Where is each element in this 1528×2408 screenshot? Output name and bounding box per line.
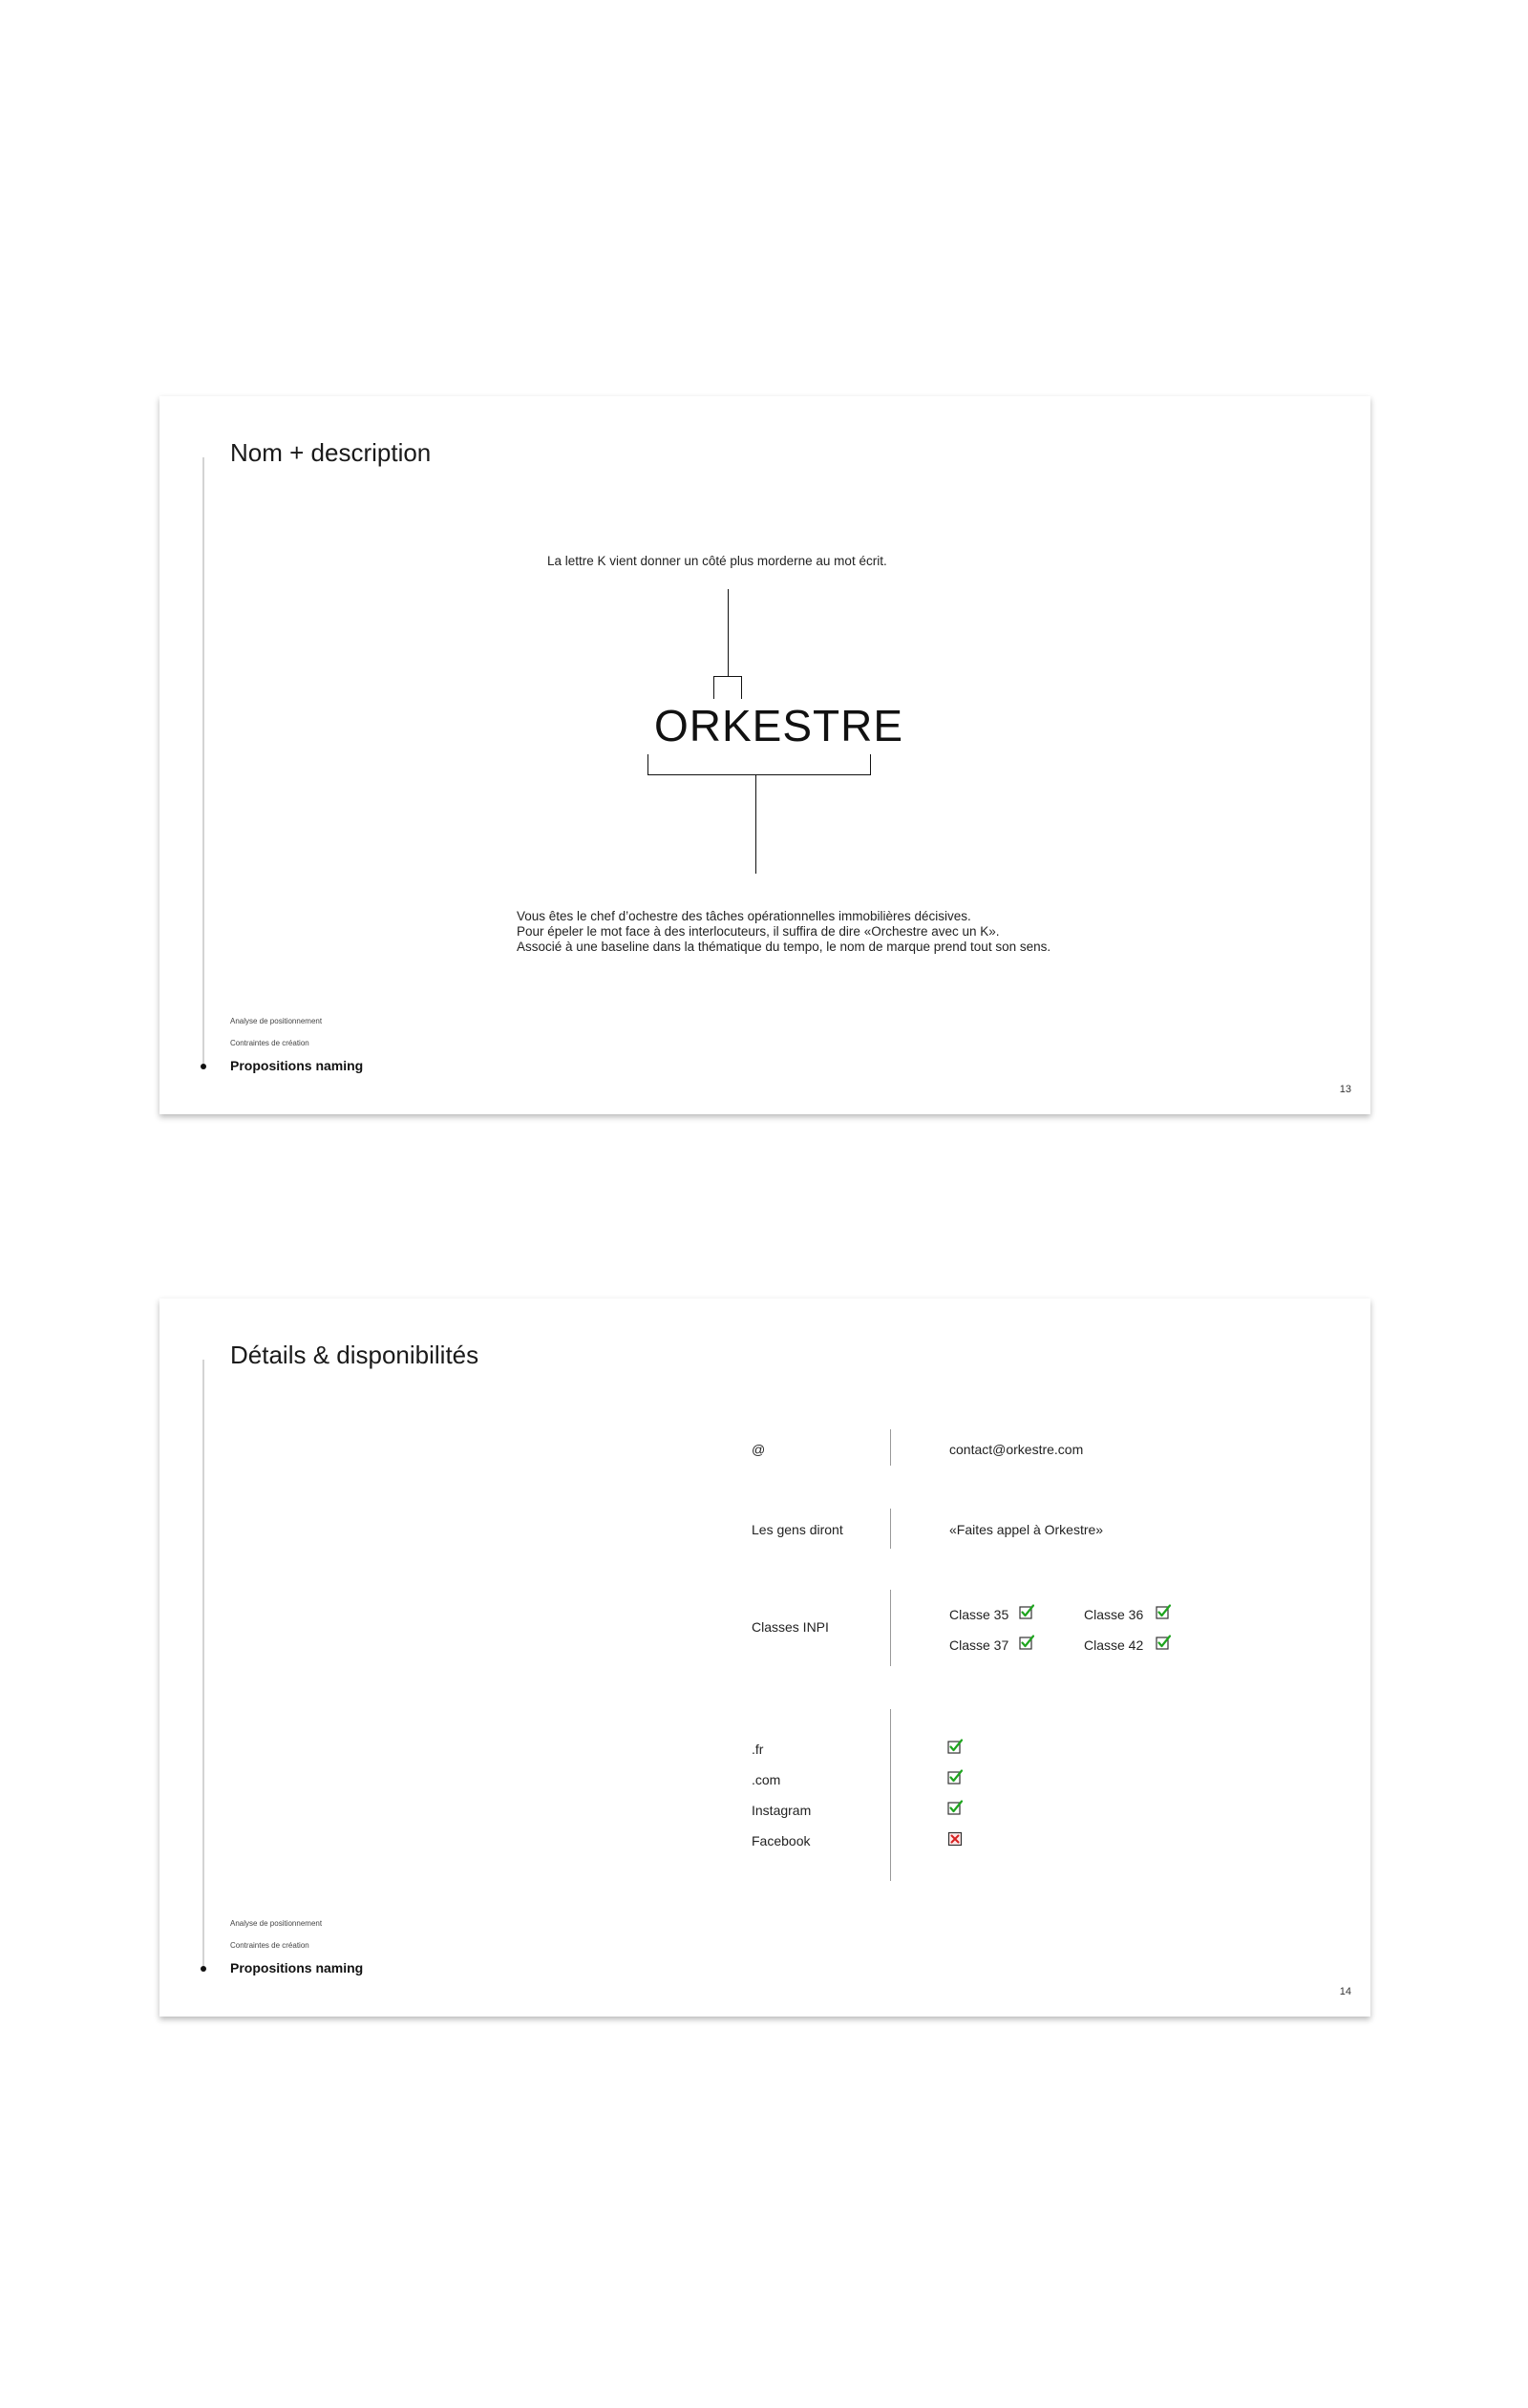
nav-active-dot [201,1064,206,1069]
check-icon [1156,1604,1171,1619]
row-separator [890,1509,891,1549]
progress-vertical-line [202,457,204,1064]
channel-fr-label: .fr [752,1742,764,1757]
check-icon [1156,1635,1171,1650]
k-connector-right-tick [741,676,742,699]
nav-item-contraintes: Contraintes de création [230,1039,309,1047]
nav-item-propositions-active: Propositions naming [230,1960,364,1975]
cross-icon [947,1831,963,1847]
description-line-1: Vous êtes le chef d’ochestre des tâches opérationnelles immobilières décisives. [517,909,971,923]
class-35-label: Classe 35 [949,1607,1009,1622]
description-line-3: Associé à une baseline dans la thématique du tempo, le nom de marque prend tout son sens. [517,940,1051,954]
channel-instagram-label: Instagram [752,1803,812,1818]
page-number: 13 [1339,1084,1351,1095]
k-connector-horizontal [713,676,742,677]
slide-title: Détails & disponibilités [230,1341,479,1369]
slide-nom-description [159,396,1370,1114]
page-number: 14 [1339,1986,1351,1997]
class-36-label: Classe 36 [1084,1607,1144,1622]
k-connector-vertical [728,589,729,677]
nav-active-dot [201,1966,206,1972]
brand-word: ORKESTRE [654,701,904,750]
word-bracket-base [647,774,871,775]
nav-item-analyse: Analyse de positionnement [230,1919,323,1928]
email-value: contact@orkestre.com [949,1442,1084,1457]
class-42-label: Classe 42 [1084,1637,1144,1653]
channel-facebook-label: Facebook [752,1833,811,1848]
check-icon [1019,1635,1034,1650]
class-37-label: Classe 37 [949,1637,1009,1653]
check-icon [947,1800,963,1815]
word-bracket-right [870,754,871,775]
letter-k-note: La lettre K vient donner un côté plus morderne au mot écrit. [547,554,887,568]
check-icon [947,1739,963,1754]
check-icon [1019,1604,1034,1619]
row-separator [890,1429,891,1466]
word-bracket-left [647,754,648,775]
progress-vertical-line [202,1360,204,1966]
slide-details-disponibilites [159,1299,1370,2017]
row-separator [890,1590,891,1666]
slide-title: Nom + description [230,438,432,467]
word-bracket-stem [755,774,756,874]
row-separator [890,1709,891,1881]
brand-description [517,909,1050,955]
check-icon [947,1769,963,1785]
classes-inpi-label: Classes INPI [752,1619,829,1635]
k-connector-left-tick [713,676,714,699]
saying-value: «Faites appel à Orkestre» [949,1522,1104,1537]
channel-com-label: .com [752,1772,781,1787]
description-line-2: Pour épeler le mot face à des interlocuteurs, il suffira de dire «Orchestre avec un K». [517,924,1000,939]
nav-item-contraintes: Contraintes de création [230,1941,309,1950]
saying-label: Les gens diront [752,1522,843,1537]
nav-item-propositions-active: Propositions naming [230,1058,364,1073]
nav-item-analyse: Analyse de positionnement [230,1017,323,1025]
email-label: @ [752,1442,766,1457]
